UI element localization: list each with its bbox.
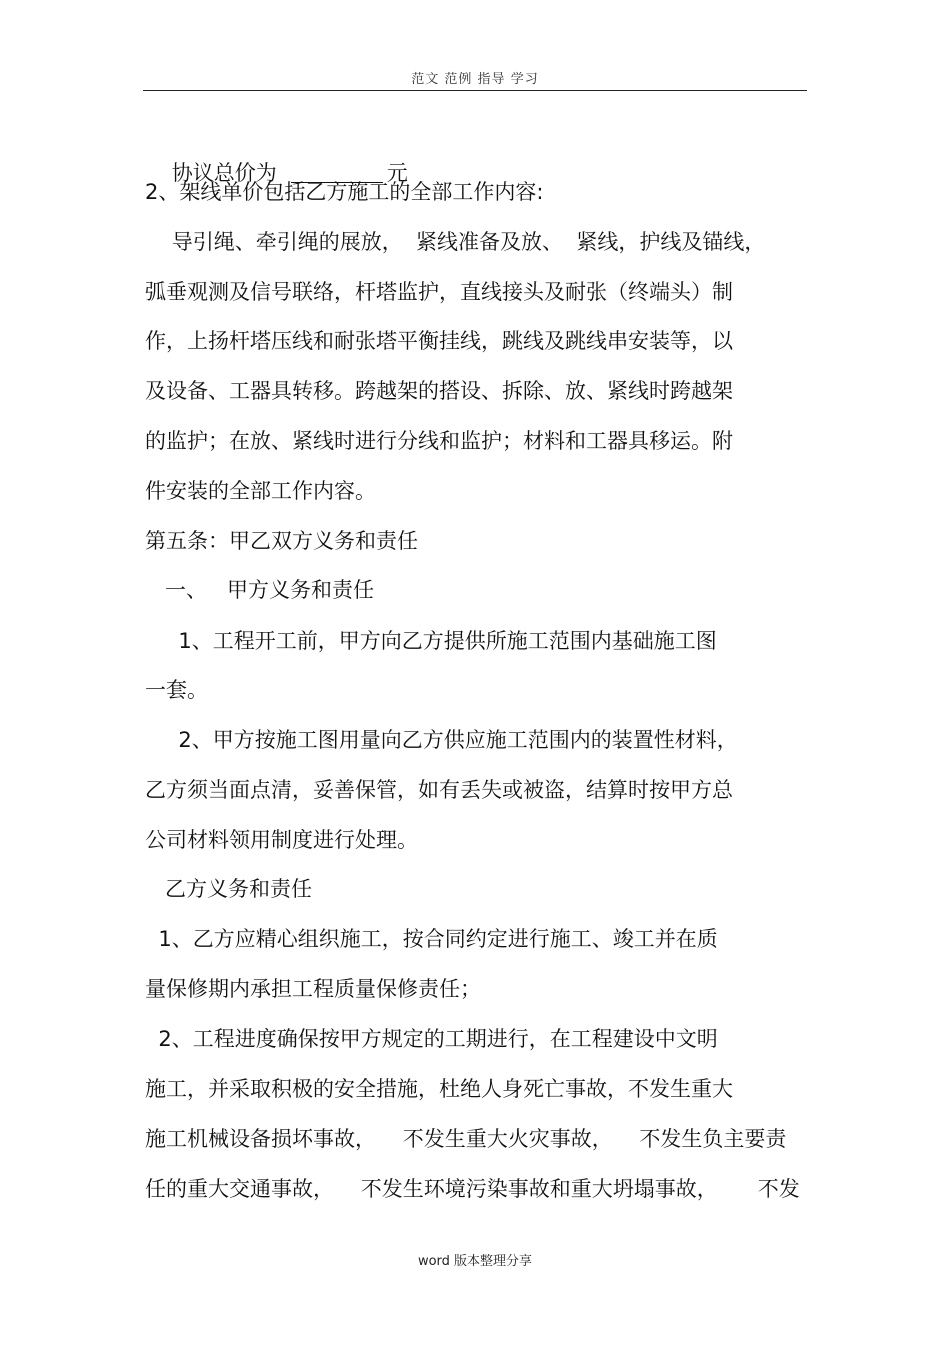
text-line: 施工机械设备损坏事故， 不发生重大火灾事故， 不发生负主要责 xyxy=(145,1127,787,1151)
page-footer: word 版本整理分享 xyxy=(417,1254,533,1269)
text-line: 2、架线单价包括乙方施工的全部工作内容: xyxy=(145,180,544,204)
text-line: 1、乙方应精心组织施工，按合同约定进行施工、竣工并在质 xyxy=(145,927,718,951)
text-line: 量保修期内承担工程质量保修责任； xyxy=(145,977,481,1001)
text-line: 件安装的全部工作内容。 xyxy=(145,479,376,503)
text-line: 作，上扬杆塔压线和耐张塔平衡挂线，跳线及跳线串安装等，以 xyxy=(145,329,733,353)
subsection-heading: 一、 甲方义务和责任 xyxy=(145,578,375,602)
text-line: 任的重大交通事故， 不发生环境污染事故和重大坍塌事故， 不发 xyxy=(145,1177,800,1201)
text-line: 2、甲方按施工图用量向乙方供应施工范围内的装置性材料， xyxy=(145,728,738,752)
price-suffix: 元 xyxy=(386,161,408,185)
text-line: 及设备、工器具转移。跨越架的搭设、拆除、放、紧线时跨越架 xyxy=(145,379,733,403)
header-divider xyxy=(143,90,807,91)
page-header: 范文 范例 指导 学习 xyxy=(411,72,539,87)
text-line: 导引绳、牵引绳的展放， 紧线准备及放、 紧线，护线及锚线， xyxy=(145,230,766,254)
section-heading: 第五条：甲乙双方义务和责任 xyxy=(145,529,418,553)
text-line: 弧垂观测及信号联络，杆塔监护，直线接头及耐张（终端头）制 xyxy=(145,280,733,304)
text-line: 公司材料领用制度进行处理。 xyxy=(145,828,418,852)
text-line: 的监护；在放、紧线时进行分线和监护；材料和工器具移运。附 xyxy=(145,429,733,453)
text-line: 乙方须当面点清，妥善保管，如有丢失或被盗，结算时按甲方总 xyxy=(145,778,733,802)
text-line: 2、工程进度确保按甲方规定的工期进行，在工程建设中文明 xyxy=(145,1027,718,1051)
text-line: 1、工程开工前，甲方向乙方提供所施工范围内基础施工图 xyxy=(145,629,717,653)
text-line: 一套。 xyxy=(145,678,208,702)
price-prefix: 协议总价为 xyxy=(171,161,277,185)
text-line: 施工，并采取积极的安全措施，杜绝人身死亡事故，不发生重大 xyxy=(145,1077,733,1101)
subsection-heading: 乙方义务和责任 xyxy=(145,877,313,901)
